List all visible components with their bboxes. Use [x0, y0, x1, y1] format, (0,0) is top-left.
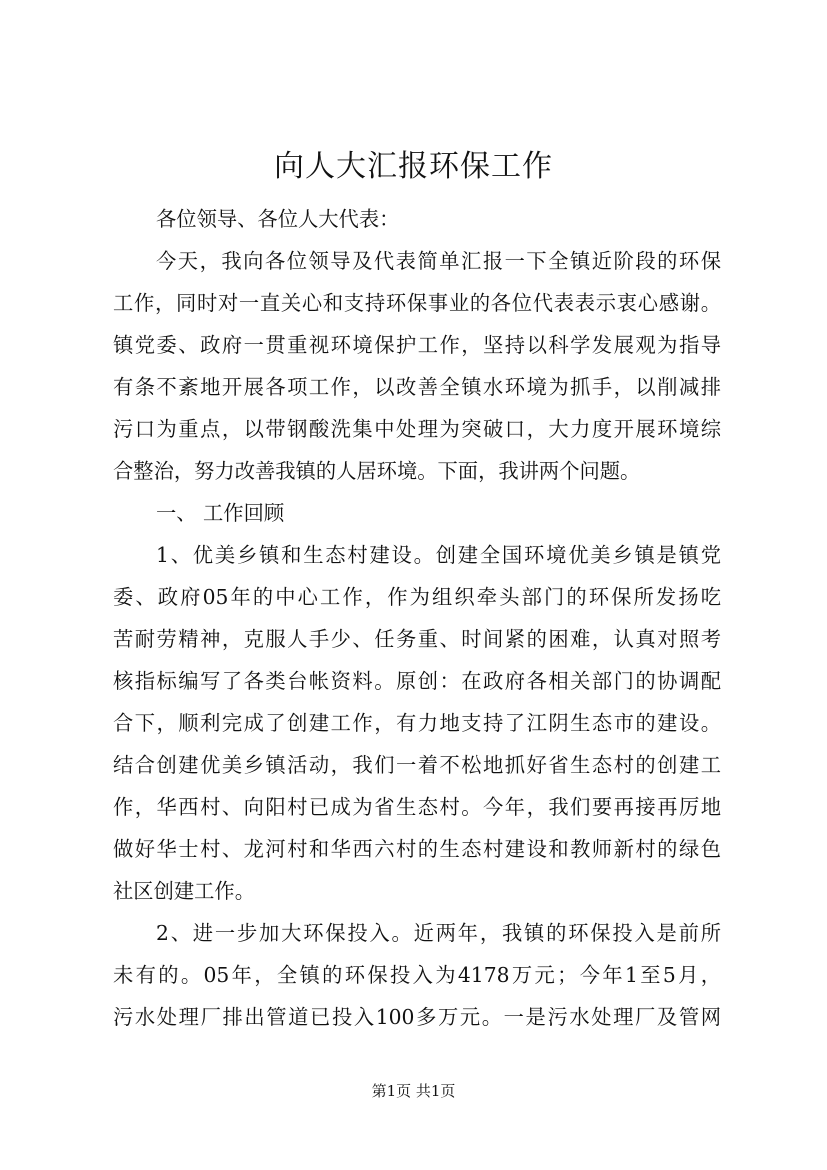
paragraph-line: 1、优美乡镇和生态村建设。创建全国环境优美乡镇是镇党 — [156, 543, 721, 567]
paragraph-line: 苦耐劳精神，克服人手少、任务重、时间紧的困难，认真对照考 — [113, 627, 721, 651]
paragraph-line: 作，华西村、向阳村已成为省生态村。今年，我们要再接再厉地 — [113, 795, 721, 819]
paragraph-line: 有条不紊地开展各项工作，以改善全镇水环境为抓手，以削减排 — [113, 375, 721, 399]
document-title: 向人大汇报环保工作 — [274, 149, 553, 184]
salutation-line: 各位领导、各位人大代表： — [156, 207, 400, 231]
document-body — [113, 198, 721, 1038]
section-heading: 一、 工作回顾 — [156, 501, 285, 525]
page-number-footer: 第1页 共1页 — [371, 1082, 456, 1100]
paragraph-line: 工作，同时对一直关心和支持环保事业的各位代表表示衷心感谢。 — [113, 291, 721, 315]
paragraph-line: 社区创建工作。 — [113, 879, 255, 903]
paragraph-line: 委、政府05年的中心工作，作为组织牵头部门的环保所发扬吃 — [113, 585, 721, 609]
paragraph-line: 2、进一步加大环保投入。近两年，我镇的环保投入是前所 — [156, 921, 721, 945]
paragraph-line: 污口为重点，以带钢酸洗集中处理为突破口，大力度开展环境综 — [113, 417, 721, 441]
paragraph-line: 未有的。05年，全镇的环保投入为4178万元；今年1至5月， — [113, 963, 721, 987]
paragraph-line: 今天，我向各位领导及代表简单汇报一下全镇近阶段的环保 — [156, 249, 721, 273]
paragraph-line: 镇党委、政府一贯重视环境保护工作，坚持以科学发展观为指导 — [113, 333, 721, 357]
paragraph-line: 结合创建优美乡镇活动，我们一着不松地抓好省生态村的创建工 — [113, 753, 721, 777]
paragraph-line: 污水处理厂排出管道已投入100多万元。一是污水处理厂及管网 — [113, 1005, 721, 1029]
paragraph-line: 做好华士村、龙河村和华西六村的生态村建设和教师新村的绿色 — [113, 837, 721, 861]
paragraph-line: 合整治，努力改善我镇的人居环境。下面，我讲两个问题。 — [113, 459, 641, 483]
paragraph-line: 核指标编写了各类台帐资料。原创：在政府各相关部门的协调配 — [113, 669, 721, 693]
paragraph-line: 合下，顺利完成了创建工作，有力地支持了江阴生态市的建设。 — [113, 711, 721, 735]
